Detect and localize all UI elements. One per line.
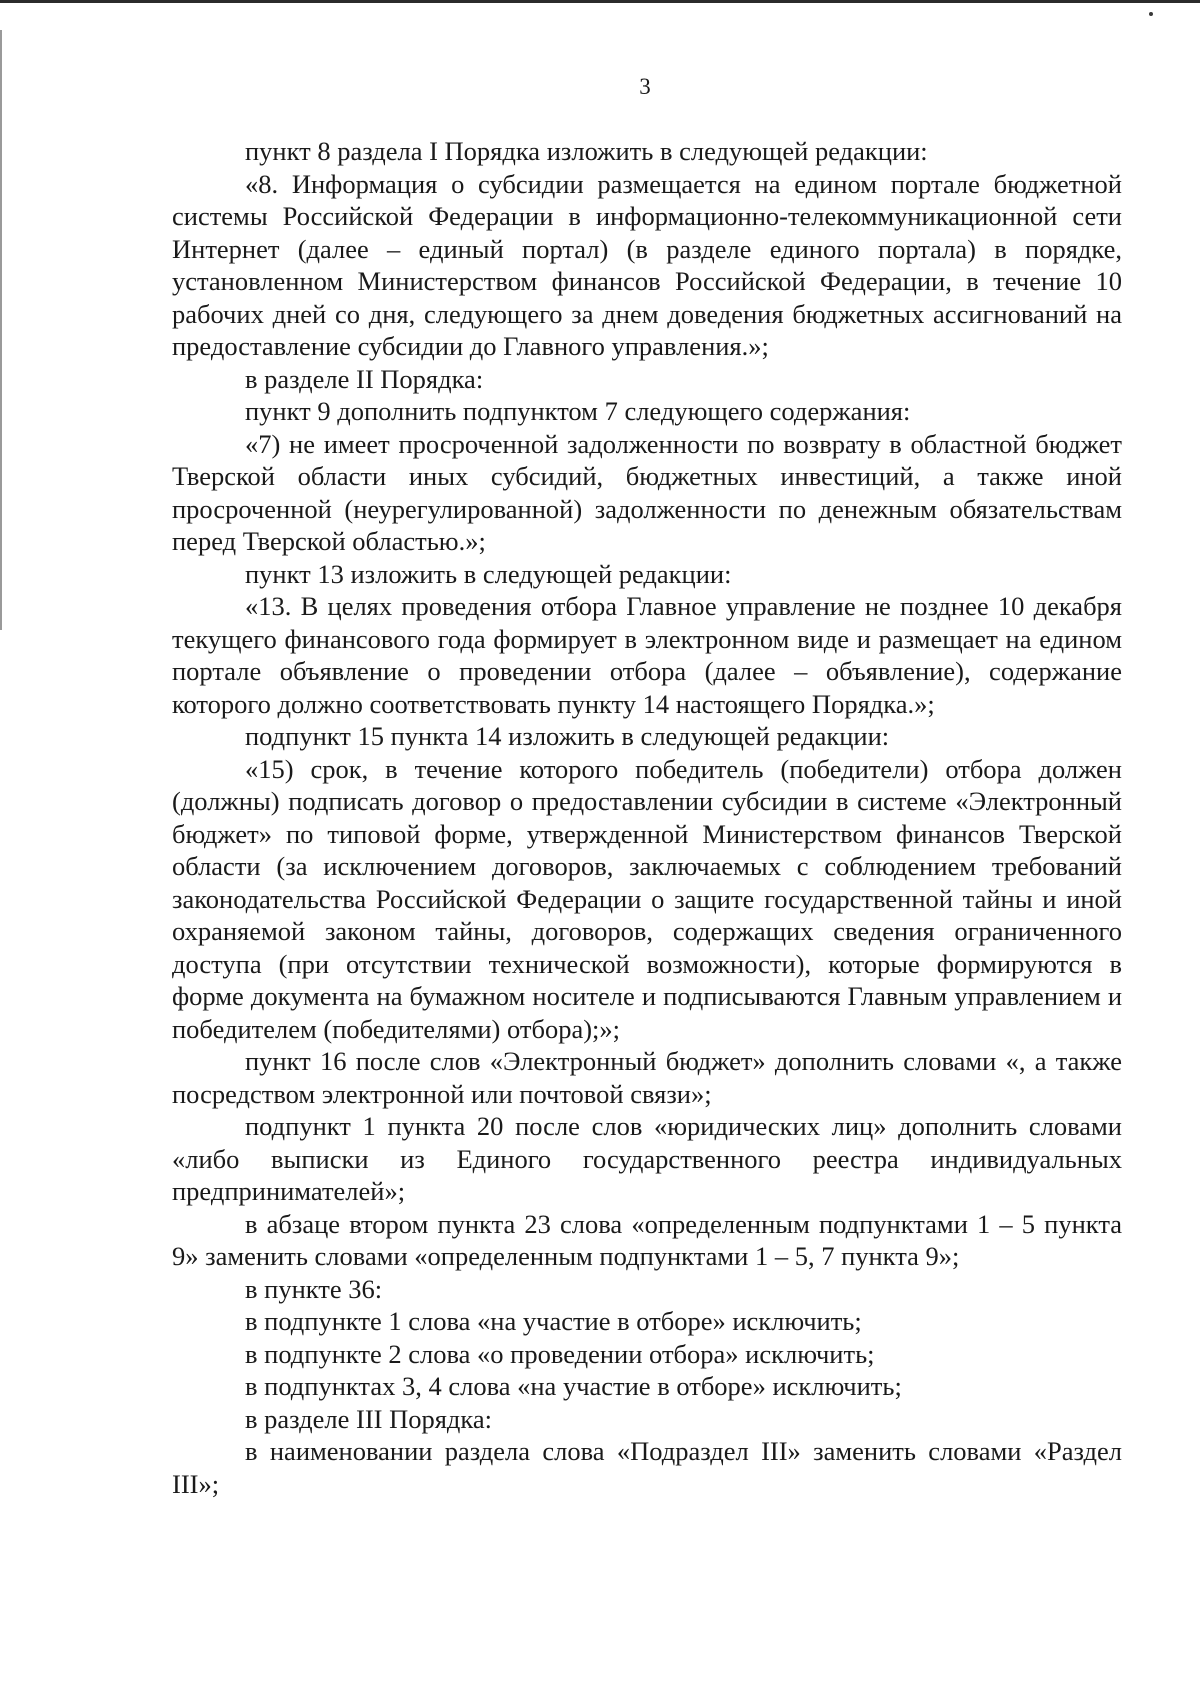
paragraph-subpoint-7-text: «7) не имеет просроченной задолженности по возврату в областной бюджет Тверской области иных субсидий, бюджетных инвестиций, а также иной просроченной (неурегулированной) задолженности по денежным обязательствам перед Тверской областью.»;: [172, 428, 1122, 556]
scan-speck: [1149, 12, 1153, 16]
paragraph-section-3: в разделе III Порядка:: [245, 1403, 493, 1434]
paragraph-point-9: пункт 9 дополнить подпунктом 7 следующего содержания:: [245, 396, 911, 426]
paragraph-subpoint-15: подпункт 15 пункта 14 изложить в следующей редакции:: [245, 721, 890, 751]
page-number: 3: [639, 74, 651, 99]
paragraph-point-36-sub-2: в подпункте 2 слова «о проведении отбора» исключить;: [245, 1338, 875, 1369]
paragraph-section-3-title: в наименовании раздела слова «Подраздел III» заменить словами «Раздел III»;: [172, 1436, 1122, 1499]
paragraph-point-36-sub-1: в подпункте 1 слова «на участие в отборе» исключить;: [245, 1306, 862, 1336]
scan-top-edge: [0, 0, 1200, 3]
paragraph-section-2: в разделе II Порядка:: [245, 363, 484, 394]
paragraph-subpoint-15-text: «15) срок, в течение которого победитель (победители) отбора должен (должны) подписать договор о предоставлении субсидии в системе «Электронный бюджет» по типовой форме, утвержденной Министерством финансов Тверской области (за исключением договоров, заключаемых с соблюдением требований законодательства Российской Федерации о защите государственной тайны и иной охраняемой законом тайны, договоров, содержащих сведения ограниченного доступа (при отсутствии технической возможности), которые формируются в форме документа на бумажном носителе и подписываются Главным управлением и победителем (победителями) отбора);»;: [172, 753, 1122, 1044]
paragraph-section-1-point-8: пункт 8 раздела I Порядка изложить в следующей редакции:: [245, 136, 928, 166]
paragraph-point-36: в пункте 36:: [245, 1273, 383, 1304]
scan-left-edge: [0, 30, 2, 630]
paragraph-point-23: в абзаце втором пункта 23 слова «определенным подпунктами 1 – 5 пункта 9» заменить словами «определенным подпунктами 1 – 5, 7 пункта 9»;: [172, 1208, 1122, 1271]
paragraph-point-8-text: «8. Информация о субсидии размещается на едином портале бюджетной системы Российской Федерации в информационно-телекоммуникационной сети Интернет (далее – единый портал) (в разделе единого портала) в порядке, установленном Министерством финансов Российской Федерации, в течение 10 рабочих дней со дня, следующего за днем доведения бюджетных ассигнований на предоставление субсидии до Главного управления.»;: [172, 168, 1122, 361]
paragraph-point-20: подпункт 1 пункта 20 после слов «юридических лиц» дополнить словами «либо выписки из Единого государственного реестра индивидуальных предпринимателей»;: [172, 1111, 1122, 1206]
document-body: [172, 135, 1122, 1500]
paragraph-point-13-text: «13. В целях проведения отбора Главное управление не позднее 10 декабря текущего финансового года формирует в электронном виде и размещает на едином портале объявление о проведении отбора (далее – объявление), содержание которого должно соответствовать пункту 14 настоящего Порядка.»;: [172, 591, 1122, 719]
paragraph-point-16: пункт 16 после слов «Электронный бюджет» дополнить словами «, а также посредством электронной или почтовой связи»;: [172, 1046, 1122, 1109]
paragraph-point-13: пункт 13 изложить в следующей редакции:: [245, 558, 732, 589]
paragraph-point-36-sub-3-4: в подпунктах 3, 4 слова «на участие в отборе» исключить;: [245, 1371, 902, 1401]
